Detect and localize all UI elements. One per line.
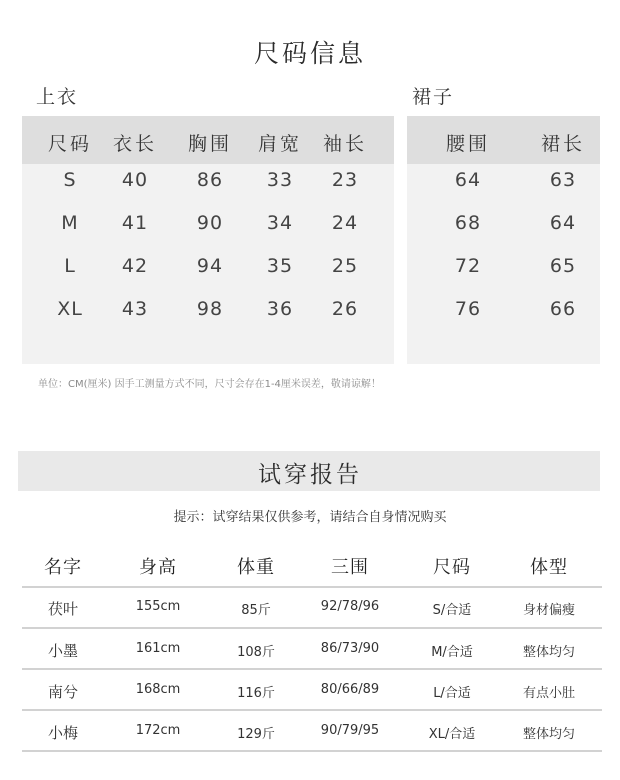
- top-table-cell: 98: [196, 298, 224, 320]
- top-table-cell: 34: [266, 212, 294, 234]
- top-header-cell: 衣长: [112, 133, 157, 155]
- fitting-name-cell: 小梅: [47, 724, 78, 742]
- skirt-table-cell: 72: [454, 255, 482, 277]
- top-table-cell: 36: [266, 298, 294, 320]
- skirt-section-label: 裙子: [412, 86, 455, 108]
- row-divider: [22, 709, 602, 711]
- skirt-table-cell: 66: [549, 298, 577, 320]
- top-header-cell: 尺码: [47, 133, 92, 155]
- skirt-table-cell: 63: [549, 169, 577, 191]
- top-header-cell: 肩宽: [257, 133, 302, 155]
- top-header-cell: 袖长: [322, 133, 367, 155]
- fitting-table-cell: XL/合适: [428, 727, 476, 742]
- fitting-table-cell: 身材偏瘦: [522, 603, 575, 618]
- fitting-table-cell: 172cm: [135, 723, 181, 738]
- top-table-cell: 26: [331, 298, 359, 320]
- skirt-size-table: [407, 116, 600, 364]
- page-title: 尺码信息: [253, 39, 366, 68]
- fitting-table-cell: 有点小肚: [522, 686, 575, 701]
- fitting-header-cell: 名字: [44, 557, 82, 578]
- top-section-label: 上衣: [36, 86, 79, 108]
- fitting-name-cell: 南兮: [47, 683, 78, 701]
- row-divider: [22, 586, 602, 588]
- fitting-table-cell: M/合适: [431, 645, 473, 660]
- fitting-table-cell: 116斤: [237, 686, 275, 701]
- top-table-cell: 94: [196, 255, 224, 277]
- top-table-cell: 40: [121, 169, 149, 191]
- fitting-table-cell: 85斤: [241, 603, 271, 618]
- top-table-cell: 23: [331, 169, 359, 191]
- top-table-cell: 43: [121, 298, 149, 320]
- skirt-table-cell: 65: [549, 255, 577, 277]
- fitting-table-cell: 155cm: [135, 599, 181, 614]
- row-divider: [22, 668, 602, 670]
- fitting-table-cell: 90/79/95: [320, 723, 380, 738]
- skirt-table-cell: 68: [454, 212, 482, 234]
- fitting-table-cell: 108斤: [237, 645, 275, 660]
- fitting-header-cell: 尺码: [433, 557, 471, 578]
- top-table-cell: 90: [196, 212, 224, 234]
- top-table-cell: 41: [121, 212, 149, 234]
- fitting-header-cell: 体重: [237, 557, 275, 578]
- fitting-table-cell: S/合适: [432, 603, 472, 618]
- top-table-cell: 24: [331, 212, 359, 234]
- fitting-table-cell: 92/78/96: [320, 599, 380, 614]
- top-table-cell: S: [63, 169, 77, 191]
- top-table-cell: M: [61, 212, 79, 234]
- top-size-table: [22, 116, 394, 364]
- top-table-cell: 33: [266, 169, 294, 191]
- skirt-header-cell: 裙长: [540, 133, 585, 155]
- fitting-tip: 提示：试穿结果仅供参考，请结合自身情况购买: [173, 510, 447, 525]
- fitting-name-cell: 茯叶: [47, 600, 78, 618]
- top-table-cell: 35: [266, 255, 294, 277]
- fitting-header-cell: 身高: [139, 557, 177, 578]
- fitting-table-cell: 整体均匀: [522, 727, 575, 742]
- skirt-table-cell: 64: [549, 212, 577, 234]
- skirt-header-cell: 腰围: [445, 133, 490, 155]
- top-table-cell: 42: [121, 255, 149, 277]
- top-table-cell: L: [64, 255, 76, 277]
- row-divider: [22, 750, 602, 752]
- fitting-title: 试穿报告: [258, 462, 362, 488]
- skirt-table-cell: 76: [454, 298, 482, 320]
- fitting-header-cell: 体型: [530, 557, 568, 578]
- fitting-table-cell: 129斤: [237, 727, 275, 742]
- row-divider: [22, 627, 602, 629]
- fitting-name-cell: 小墨: [47, 642, 78, 660]
- fitting-table-cell: 80/66/89: [320, 682, 380, 697]
- top-header-cell: 胸围: [187, 133, 232, 155]
- fitting-table-cell: 86/73/90: [320, 641, 380, 656]
- fitting-table-cell: 168cm: [135, 682, 181, 697]
- fitting-header-cell: 三围: [331, 557, 369, 578]
- fitting-table-cell: 整体均匀: [522, 645, 575, 660]
- fitting-table-cell: L/合适: [433, 686, 471, 701]
- top-table-cell: XL: [57, 298, 83, 320]
- fitting-table-cell: 161cm: [135, 641, 181, 656]
- size-note: 单位：CM(厘米) 因手工测量方式不同，尺寸会存在1-4厘米误差，敬请谅解！: [38, 379, 381, 390]
- top-table-cell: 86: [196, 169, 224, 191]
- top-table-cell: 25: [331, 255, 359, 277]
- skirt-table-cell: 64: [454, 169, 482, 191]
